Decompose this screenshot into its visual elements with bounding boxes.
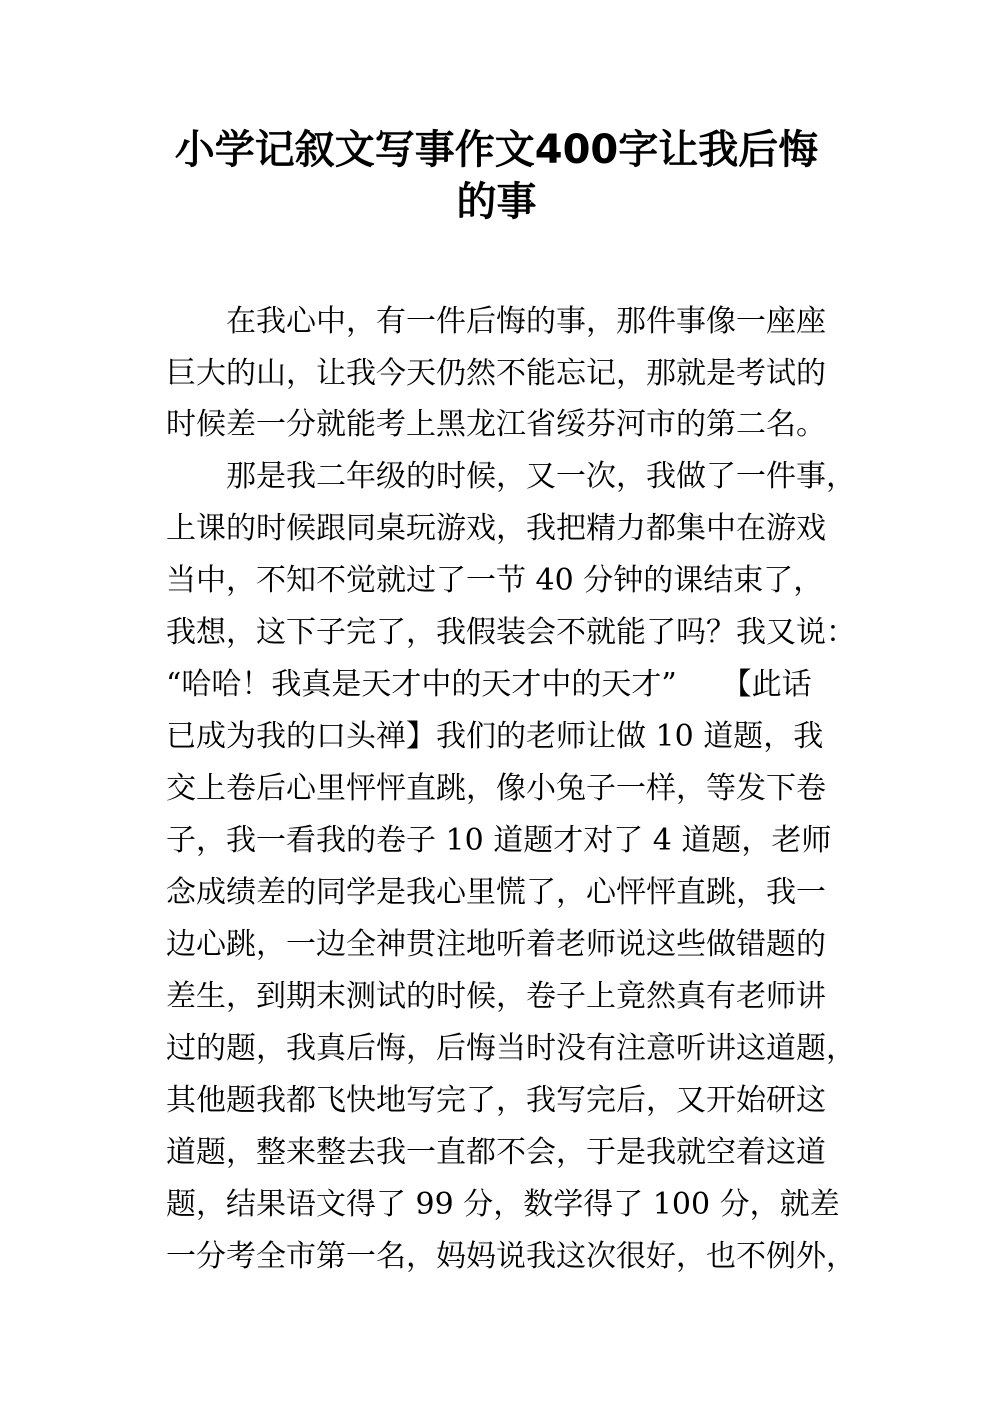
body-line-3: 时候差一分就能考上黑龙江省绥芬河市的第二名。 — [166, 407, 826, 442]
body-line-10: 交上卷后心里怦怦直跳，像小兔子一样，等发下卷 — [166, 771, 826, 806]
body-line-13: 边心跳，一边全神贯注地听着老师说这些做错题的 — [166, 927, 826, 962]
body-line-17: 道题，整来整去我一直都不会，于是我就空着这道 — [166, 1135, 826, 1170]
body-line-7: 我想，这下子完了，我假装会不就能了吗？我又说： — [166, 615, 856, 650]
body-line-1: 在我心中，有一件后悔的事，那件事像一座座 — [226, 304, 826, 339]
body-line-5: 上课的时候跟同桌玩游戏，我把精力都集中在游戏 — [166, 511, 826, 546]
body-line-4: 那是我二年级的时候，又一次，我做了一件事， — [226, 459, 856, 494]
body-line-19: 一分考全市第一名，妈妈说我这次很好，也不例外， — [166, 1239, 856, 1274]
title-line-1: 小学记叙文写事作文400字让我后悔 — [174, 127, 819, 173]
body-line-8: “哈哈！我真是天才中的天才中的天才” 【此话 — [166, 667, 812, 702]
body-line-12: 念成绩差的同学是我心里慌了，心怦怦直跳，我一 — [166, 875, 826, 910]
body-line-15: 过的题，我真后悔，后悔当时没有注意听讲这道题， — [166, 1031, 856, 1066]
body-line-2: 巨大的山，让我今天仍然不能忘记，那就是考试的 — [166, 356, 826, 391]
body-line-6: 当中，不知不觉就过了一节 40 分钟的课结束了， — [166, 563, 824, 598]
title-line-2: 的事 — [456, 179, 537, 225]
body-line-14: 差生，到期末测试的时候，卷子上竟然真有老师讲 — [166, 979, 826, 1014]
body-line-16: 其他题我都飞快地写完了，我写完后，又开始研这 — [166, 1083, 826, 1118]
body-line-9: 已成为我的口头禅】我们的老师让做 10 道题，我 — [166, 719, 824, 754]
body-line-18: 题，结果语文得了 99 分，数学得了 100 分，就差 — [166, 1187, 840, 1222]
body-line-11: 子，我一看我的卷子 10 道题才对了 4 道题，老师 — [166, 823, 832, 858]
